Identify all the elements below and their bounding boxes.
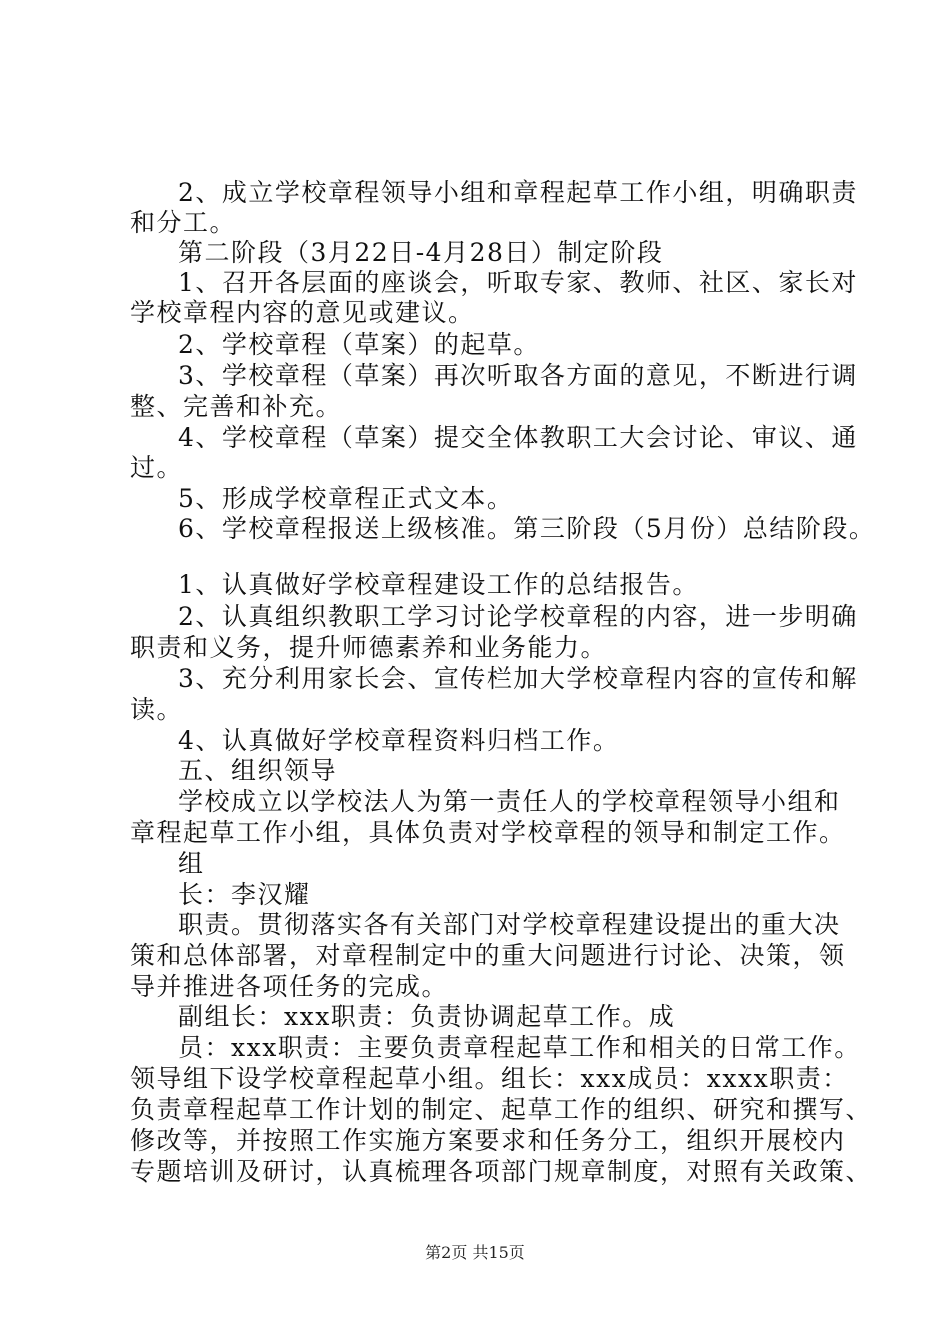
paragraph-line: 修改等，并按照工作实施方案要求和任务分工，组织开展校内 xyxy=(130,1126,846,1155)
paragraph-line: 1、召开各层面的座谈会，听取专家、教师、社区、家长对 xyxy=(178,268,858,297)
paragraph-line: 3、学校章程（草案）再次听取各方面的意见，不断进行调 xyxy=(178,361,858,390)
paragraph-line: 领导组下设学校章程起草小组。组长：xxx成员：xxxx职责： xyxy=(130,1064,849,1093)
paragraph-line: 2、成立学校章程领导小组和章程起草工作小组，明确职责 xyxy=(178,178,858,207)
paragraph-line: 职责和义务，提升师德素养和业务能力。 xyxy=(130,633,608,662)
page-number: 第2页 共15页 xyxy=(425,1243,525,1262)
paragraph-line: 4、认真做好学校章程资料归档工作。 xyxy=(178,726,620,755)
paragraph-line: 组 xyxy=(178,849,205,878)
paragraph-line: 负责章程起草工作计划的制定、起草工作的组织、研究和撰写、 xyxy=(130,1095,873,1124)
paragraph-line: 导并推进各项任务的完成。 xyxy=(130,972,449,1001)
paragraph-line: 2、学校章程（草案）的起草。 xyxy=(178,330,540,359)
section-heading: 五、组织领导 xyxy=(178,756,338,785)
section-heading: 第二阶段（3月22日-4月28日）制定阶段 xyxy=(178,238,664,267)
paragraph-line: 整、完善和补充。 xyxy=(130,392,343,421)
paragraph-line: 学校成立以学校法人为第一责任人的学校章程领导小组和 xyxy=(178,787,841,816)
paragraph-line: 员：xxx职责：主要负责章程起草工作和相关的日常工作。 xyxy=(178,1033,861,1062)
paragraph-line: 策和总体部署，对章程制定中的重大问题进行讨论、决策，领 xyxy=(130,941,846,970)
paragraph-line: 章程起草工作小组，具体负责对学校章程的领导和制定工作。 xyxy=(130,818,846,847)
paragraph-line: 6、学校章程报送上级核准。第三阶段（5月份）总结阶段。 xyxy=(178,514,876,543)
paragraph-line: 专题培训及研讨，认真梳理各项部门规章制度，对照有关政策、 xyxy=(130,1157,873,1186)
paragraph-line: 5、形成学校章程正式文本。 xyxy=(178,484,514,513)
paragraph-line: 3、充分利用家长会、宣传栏加大学校章程内容的宣传和解 xyxy=(178,664,858,693)
paragraph-line: 学校章程内容的意见或建议。 xyxy=(130,298,475,327)
paragraph-line: 读。 xyxy=(130,695,184,724)
paragraph-line: 2、认真组织教职工学习讨论学校章程的内容，进一步明确 xyxy=(178,602,858,631)
paragraph-line: 职责。贯彻落实各有关部门对学校章程建设提出的重大决 xyxy=(178,910,841,939)
paragraph-line: 长：李汉耀 xyxy=(178,880,311,909)
paragraph-line: 4、学校章程（草案）提交全体教职工大会讨论、审议、通 xyxy=(178,423,858,452)
paragraph-line: 过。 xyxy=(130,453,184,482)
paragraph-line: 副组长：xxx职责：负责协调起草工作。成 xyxy=(178,1002,676,1031)
paragraph-line: 1、认真做好学校章程建设工作的总结报告。 xyxy=(178,570,699,599)
paragraph-line: 和分工。 xyxy=(130,208,237,237)
